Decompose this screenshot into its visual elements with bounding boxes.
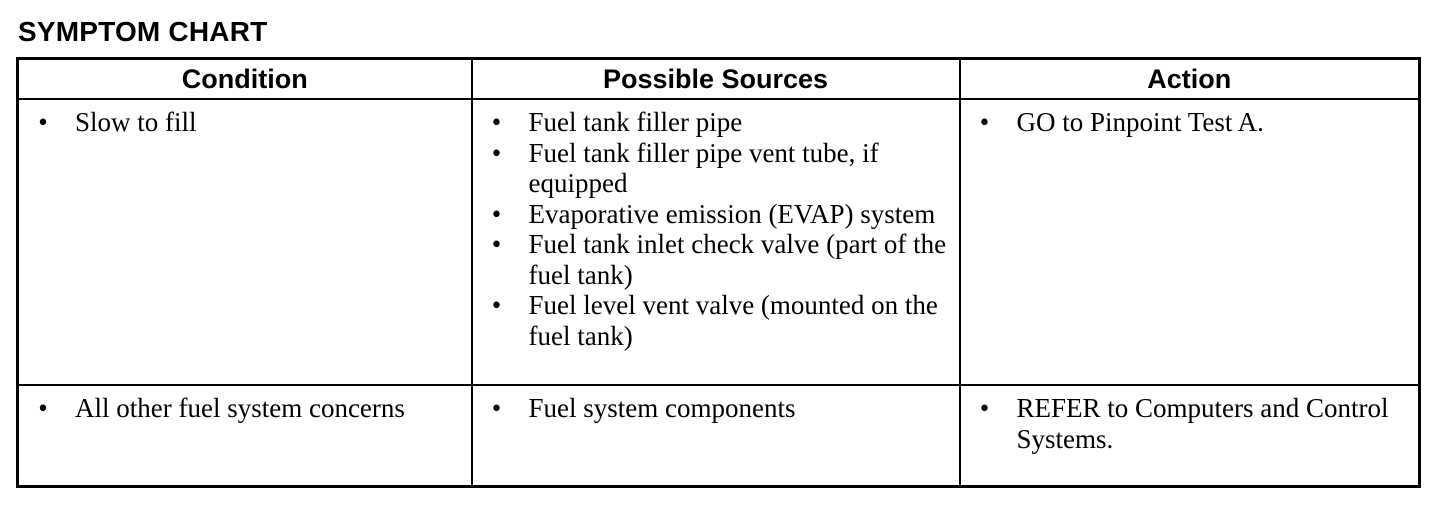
bullet-icon: •: [491, 107, 502, 137]
condition-text: Slow to fill: [75, 107, 197, 137]
list-item: [961, 107, 1419, 138]
list-item: [19, 393, 471, 424]
source-text: Fuel tank filler pipe: [528, 107, 743, 137]
list-item: [473, 138, 959, 199]
source-text: Fuel level vent valve (mounted on the fuel tank): [528, 290, 938, 351]
list-item: [473, 393, 959, 424]
bullet-icon: •: [38, 393, 48, 423]
bullet-icon: •: [491, 198, 502, 229]
column-header-condition: Condition: [18, 59, 472, 100]
action-cell: [960, 385, 1420, 487]
condition-text: All other fuel system concerns: [75, 393, 405, 423]
table-row: [18, 385, 1420, 487]
condition-cell: [18, 385, 472, 487]
source-text: Evaporative emission (EVAP) system: [528, 198, 936, 229]
list-item: [19, 107, 471, 138]
bullet-icon: •: [38, 107, 48, 137]
bullet-icon: •: [491, 229, 502, 259]
list-item: [473, 107, 959, 138]
symptom-chart-table: [16, 57, 1421, 488]
source-text: Fuel tank inlet check valve (part of the fuel tank): [528, 229, 947, 290]
action-text: REFER to Computers and Control Systems.: [1016, 393, 1389, 454]
source-text: Fuel system components: [528, 393, 796, 423]
list-item: [961, 393, 1419, 454]
source-text: Fuel tank filler pipe vent tube, if equipped: [528, 137, 879, 198]
bullet-icon: •: [491, 290, 502, 320]
bullet-icon: •: [979, 107, 990, 137]
page-title: SYMPTOM CHART: [18, 16, 268, 47]
possible-sources-cell: [472, 385, 960, 487]
bullet-icon: •: [491, 137, 502, 168]
table-row: [18, 99, 1420, 385]
table-header-row: [18, 59, 1420, 100]
action-text: GO to Pinpoint Test A.: [1016, 107, 1264, 137]
bullet-icon: •: [979, 393, 990, 423]
condition-cell: [18, 99, 472, 385]
bullet-icon: •: [491, 393, 502, 423]
list-item: [473, 229, 959, 290]
list-item: [473, 199, 959, 230]
action-cell: [960, 99, 1420, 385]
column-header-action: Action: [960, 59, 1420, 100]
column-header-possible-sources: Possible Sources: [472, 59, 960, 100]
list-item: [473, 290, 959, 351]
possible-sources-cell: [472, 99, 960, 385]
